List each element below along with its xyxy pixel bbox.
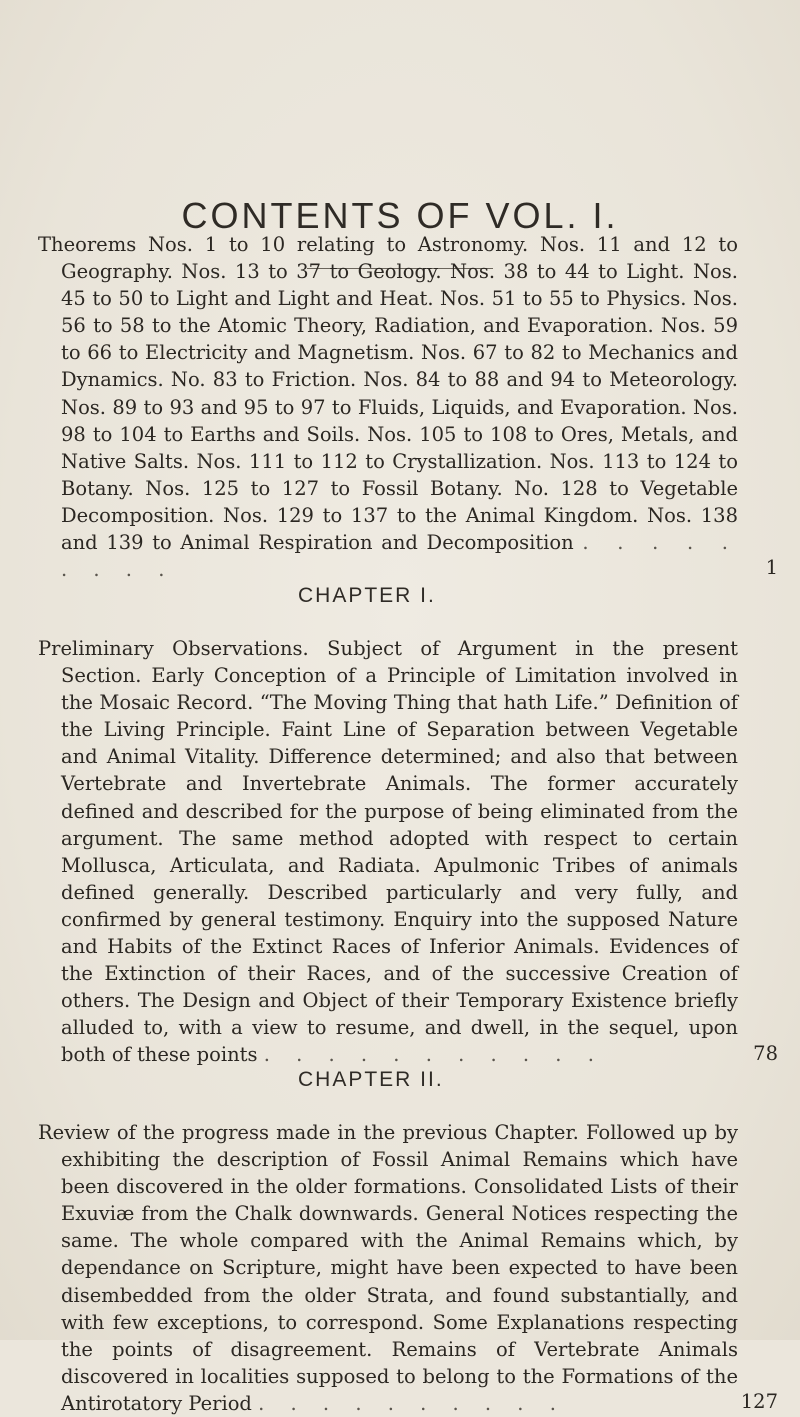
entry-text: Review of the progress made in the previous Chapter. Followed up by exhibiting the description of Fossil Animal Remains which have been discovered in the older formations. Consolidated Lists of their Exuviæ from the Chalk downwards. General Notices respecting the same. The whole compared with the Animal Remains which, by dependance on Scripture, might have been expected to have been disembedded from the older Strata, and found substantially, and with few exceptions, to correspond. Some Explanations respecting the points of disagreement. Remains of Vertebrate Animals discovered in localities supposed to belong to the Formations of the Antirotatory Period . . . . . . . . . . bbox=[38, 1121, 738, 1415]
dot-leader: . . . . . . . . . . . bbox=[263, 1043, 604, 1067]
chapter-heading: CHAPTER II. bbox=[298, 1068, 444, 1091]
dot-leader: . . . . . . . . . bbox=[61, 531, 739, 582]
chapter-heading: CHAPTER I. bbox=[298, 584, 436, 607]
page-number: 127 bbox=[740, 1390, 778, 1413]
entry-text: Preliminary Observations. Subject of Argument in the present Section. Early Conception of a Principle of Limitation involved in the Mosaic Record. “The Moving Thing that hath Life.” Definition of the Living Principle. Faint Line of Separation between Vegetable and Animal Vitality. Difference determined; and also that between Vertebrate and Invertebrate Animals. The former accurately defined and described for the purpose of being eliminated from the argument. The same method adopted with respect to certain Mollusca, Articulata, and Radiata. Apulmonic Tribes of animals defined generally. Described particularly and very fully, and confirmed by general testimony. Enquiry into the supposed Nature and Habits of the Extinct Races of Inferior Animals. Evidences of the Extinction of their Races, and of the successive Creation of others. The Design and Object of their Temporary Existence briefly alluded to, with a view to resume, and dwell, in the sequel, upon both of these points . . . . . . . . . . . bbox=[38, 637, 738, 1067]
entry-text: Theorems Nos. 1 to 10 relating to Astronomy. Nos. 11 and 12 to Geography. Nos. 13 to 37 to Geology. Nos. 38 to 44 to Light. Nos. 45 to 50 to Light and Light and Heat. Nos. 51 to 55 to Physics. Nos. 56 to 58 to the Atomic Theory, Radiation, and Evaporation. Nos. 59 to 66 to Electricity and Magnetism. Nos. 67 to 82 to Mechanics and Dynamics. No. 83 to Friction. Nos. 84 to 88 and 94 to Meteorology. Nos. 89 to 93 and 95 to 97 to Fluids, Liquids, and Evaporation. Nos. 98 to 104 to Earths and Soils. Nos. 105 to 108 to Ores, Metals, and Native Salts. Nos. 111 to 112 to Crystallization. Nos. 113 to 124 to Botany. Nos. 125 to 127 to Fossil Botany. No. 128 to Vegetable Decomposition. Nos. 129 to 137 to the Animal Kingdom. Nos. 138 and 139 to Animal Respiration and Decomposition . . . . . . . . . bbox=[38, 233, 739, 582]
page-title: CONTENTS OF VOL. I. bbox=[181, 195, 619, 236]
page-number: 1 bbox=[765, 556, 778, 579]
dot-leader: . . . . . . . . . . bbox=[258, 1391, 566, 1415]
page-number: 78 bbox=[753, 1042, 778, 1065]
